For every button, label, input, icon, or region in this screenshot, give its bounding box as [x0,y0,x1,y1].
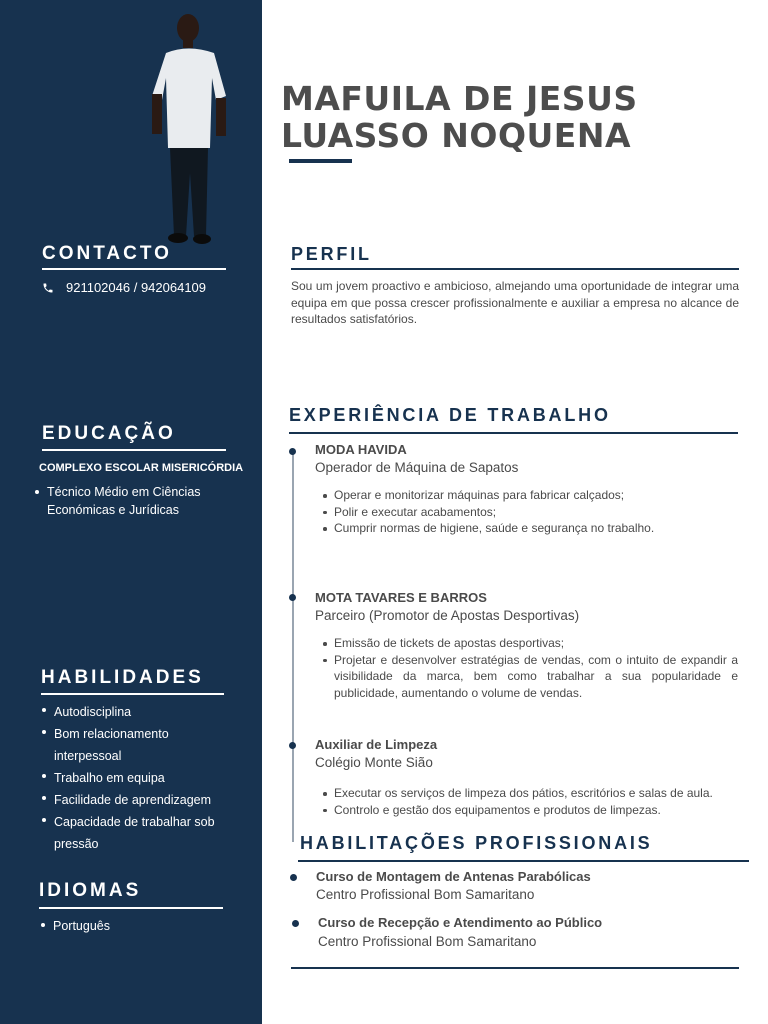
job-task: Polir e executar acabamentos; [320,504,738,521]
qualifications-heading: HABILITAÇÕES PROFISSIONAIS [300,833,653,853]
languages-heading: IDIOMAS [39,880,142,901]
timeline-dot [289,448,296,455]
skill-item: Trabalho em equipa [40,767,230,789]
qualification-institution: Centro Profissional Bom Samaritano [318,934,537,949]
skill-item: Bom relacionamento interpessoal [40,723,185,767]
contact-phone [42,280,206,295]
skill-item: Facilidade de aprendizagem [40,789,230,811]
education-list [33,483,223,519]
name-underline [289,159,352,163]
job-role: Parceiro (Promotor de Apostas Desportivas) [315,608,580,623]
language-item: Português [39,916,229,936]
qualification-title: Curso de Montagem de Antenas Parabólicas [316,869,591,884]
job-task: Projetar e desenvolver estratégias de vendas, com o intuito de expandir a visibilidade da marca, bem como trabalhar a sua popularidade e publicidade, aumentando o volume de vendas. [320,652,738,702]
job-tasks [320,785,738,818]
job-task: Operar e monitorizar máquinas para fabricar calçados; [320,487,738,504]
phone-number: 921102046 / 942064109 [66,280,207,295]
experience-heading: EXPERIÊNCIA DE TRABALHO [289,405,611,425]
job-role: Colégio Monte Sião [315,755,433,770]
footer-divider [291,967,739,969]
experience-timeline [292,452,294,842]
timeline-dot [289,594,296,601]
skills-divider [41,693,224,695]
skills-list [40,701,230,855]
contact-divider [42,268,226,270]
phone-icon [42,282,54,294]
job-task: Executar os serviços de limpeza dos pátios, escritórios e salas de aula. [320,785,738,802]
contact-heading: CONTACTO [42,243,172,264]
qualification-dot [292,920,299,927]
job-task: Controlo e gestão dos equipamentos e produtos de limpezas. [320,802,738,819]
job-company: MOTA TAVARES E BARROS [315,590,487,605]
job-tasks [320,487,738,537]
languages-divider [39,907,223,909]
job-tasks [320,635,738,701]
skill-item: Capacidade de trabalhar sob pressão [40,811,225,855]
job-task: Emissão de tickets de apostas desportivas; [320,635,738,652]
education-heading: EDUCAÇÃO [42,423,176,444]
profile-text: Sou um jovem proactivo e ambicioso, almejando uma oportunidade de integrar uma equipa em que possa crescer profissionalmente e auxiliar a empresa no alcance de resultados satisfatórios. [291,279,739,326]
job-company: Auxiliar de Limpeza [315,737,438,752]
education-item: Técnico Médio em Ciências Económicas e Jurídicas [33,483,223,519]
profile-divider [291,268,739,270]
sidebar [0,0,262,1024]
qualification-dot [290,874,297,881]
languages-list [39,916,229,936]
full-name [281,80,638,154]
skills-heading: HABILIDADES [41,667,204,688]
name-line-2: LUASSO NOQUENA [281,116,631,155]
timeline-dot [289,742,296,749]
job-company: MODA HAVIDA [315,442,407,457]
job-task: Cumprir normas de higiene, saúde e segurança no trabalho. [320,520,738,537]
qualification-institution: Centro Profissional Bom Samaritano [316,887,535,902]
name-line-1: MAFUILA DE JESUS [281,79,638,118]
skill-item: Autodisciplina [40,701,230,723]
job-role: Operador de Máquina de Sapatos [315,460,519,475]
qualification-title: Curso de Recepção e Atendimento ao Público [318,915,603,930]
education-divider [42,449,226,451]
education-school: COMPLEXO ESCOLAR MISERICÓRDIA [39,462,244,474]
profile-heading: PERFIL [291,244,372,264]
experience-divider [289,432,738,434]
profile-photo [150,8,250,248]
qualifications-divider [298,860,749,862]
